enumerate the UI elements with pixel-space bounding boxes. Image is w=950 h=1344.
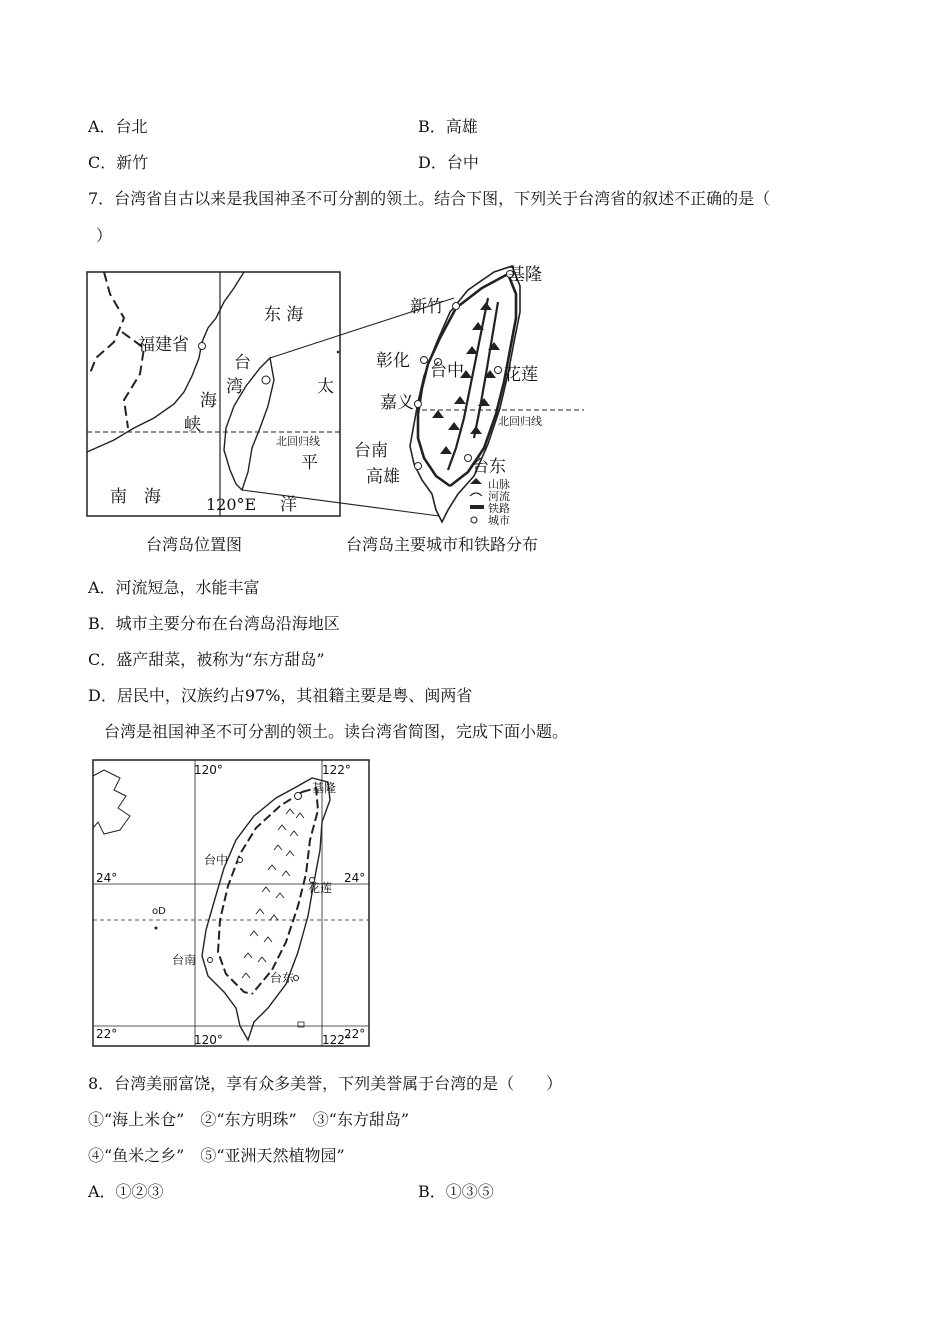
legend-railway: 铁路	[488, 502, 510, 515]
lon-120-top: 120°	[194, 763, 223, 777]
city-icon	[471, 517, 477, 523]
legend-city: 城市	[488, 514, 510, 527]
label-hai: 海	[200, 391, 217, 411]
q7-stem-end: ）	[96, 226, 113, 245]
map2-label-hualian: 花莲	[308, 881, 333, 895]
lon-122-top: 122°	[322, 763, 351, 777]
label-donghai: 东 海	[264, 305, 304, 325]
label-meridian: 120°E	[206, 495, 257, 514]
taiwan-simple-map	[90, 756, 372, 1050]
q7-option-c: C．盛产甜菜，被称为“东方甜岛”	[88, 650, 325, 669]
label-taiping-2: 平	[301, 453, 318, 473]
q7-option-a: A．河流短急，水能丰富	[88, 578, 260, 597]
lon-120-bottom: 120°	[194, 1033, 223, 1047]
q7-option-d: D．居民中，汉族约占97%，其祖籍主要是粤、闽两省	[88, 686, 473, 705]
label-taiping-3: 洋	[280, 495, 297, 515]
label-tropic-left: 北回归线	[276, 435, 320, 448]
label-jiayi: 嘉义	[380, 393, 414, 413]
q8-option-b: B．①③⑤	[418, 1182, 494, 1201]
label-taizhong: 台中	[430, 361, 464, 381]
q8-option-a: A．①②③	[88, 1182, 164, 1201]
railway-icon	[470, 505, 484, 509]
lon-122-bottom: 122°	[322, 1033, 351, 1047]
lat-24-left: 24°	[96, 871, 118, 885]
caption-right: 台湾岛主要城市和铁路分布	[346, 535, 539, 554]
q8-choices-row1: ①“海上米仓” ②“东方明珠” ③“东方甜岛”	[88, 1110, 410, 1129]
label-wan: 湾	[226, 377, 243, 397]
map2-label-taizhong: 台中	[204, 853, 229, 867]
q8-choices-row2: ④“鱼米之乡” ⑤“亚洲天然植物园”	[88, 1146, 345, 1165]
taiwan-location-figure	[84, 258, 584, 558]
label-zhanghua: 彰化	[376, 351, 410, 371]
lat-22-left: 22°	[96, 1027, 118, 1041]
map2-label-tainan: 台南	[172, 953, 197, 967]
lat-22-right: 22°	[344, 1027, 366, 1041]
label-xinzhu: 新竹	[410, 297, 444, 317]
legend-mountain: 山脉	[488, 478, 510, 491]
q6-option-c: C．新竹	[88, 153, 149, 172]
q6-option-b: B．高雄	[418, 117, 478, 136]
reading-passage: 台湾是祖国神圣不可分割的领土。读台湾省简图，完成下面小题。	[104, 722, 569, 741]
q6-option-d: D．台中	[418, 153, 479, 172]
label-fujian: 福建省	[138, 335, 189, 355]
map2-label-taidong: 台东	[270, 971, 295, 985]
q7-stem: 7．台湾省自古以来是我国神圣不可分割的领土。结合下图，下列关于台湾省的叙述不正确的是（	[88, 189, 771, 208]
label-hualian: 花莲	[504, 365, 538, 385]
caption-left: 台湾岛位置图	[146, 535, 243, 554]
river-icon	[470, 493, 482, 496]
label-tai: 台	[234, 353, 251, 373]
label-nanhai: 南 海	[110, 487, 161, 507]
label-taiping-1: 太	[317, 377, 334, 397]
map2-label-jilong: 基隆	[312, 781, 337, 795]
legend-river: 河流	[488, 490, 510, 503]
label-taidong: 台东	[472, 457, 506, 477]
lat-24-right: 24°	[344, 871, 366, 885]
label-jilong: 基隆	[508, 265, 542, 285]
q8-stem: 8．台湾美丽富饶，享有众多美誉，下列美誉属于台湾的是（ ）	[88, 1074, 563, 1093]
q7-option-b: B．城市主要分布在台湾岛沿海地区	[88, 614, 340, 633]
label-gaoxiong: 高雄	[366, 467, 400, 487]
svg-text:oD: oD	[152, 906, 166, 917]
label-tainan: 台南	[354, 441, 388, 461]
q6-option-a: A．台北	[88, 117, 148, 136]
label-tropic-right: 北回归线	[498, 415, 542, 428]
label-xia: 峡	[184, 415, 201, 435]
map-legend	[470, 478, 510, 527]
